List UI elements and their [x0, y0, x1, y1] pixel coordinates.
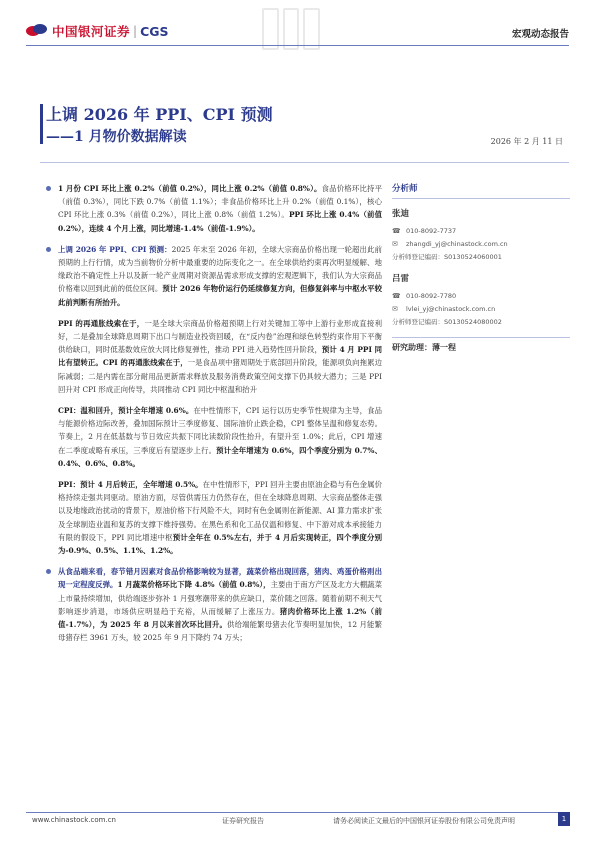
- report-type: 宏观动态报告: [511, 29, 569, 40]
- paragraph-ppi: [58, 478, 382, 557]
- registration-code: S0130524060001: [444, 253, 502, 261]
- paragraph-reflation: [58, 317, 382, 396]
- paragraph-forecast: [58, 243, 382, 309]
- analyst-registration: [392, 316, 570, 329]
- logo-cgs: CGS: [140, 23, 169, 39]
- page-header: [0, 0, 595, 60]
- page-number: 1: [558, 812, 570, 826]
- logo-text: 中国银河证券: [52, 24, 131, 39]
- text-bold: 猪肉价格环比上涨 1.2%（前值-1.7%），为 2025 年 8 月以来首次环比回升。: [58, 606, 382, 630]
- email-icon: ✉: [392, 240, 398, 248]
- analyst-card: [392, 272, 570, 329]
- text-bold: PPI 的再通胀线索在于，: [58, 318, 145, 328]
- email-address[interactable]: zhangdi_yj@chinastock.com.cn: [406, 240, 508, 248]
- text-bold: 预计 4 月 PPI 同比有望转正。CPI 的再通胀线索在于，: [58, 345, 382, 368]
- report-subtitle: ——1 月物价数据解读: [46, 129, 187, 145]
- paragraph-summary: [58, 182, 382, 235]
- analyst-name: 吕雷: [392, 274, 410, 284]
- analyst-phone: [392, 290, 570, 303]
- logo-separator: |: [133, 24, 138, 38]
- text-bold: PPI：预计 4 月后转正，全年增速 0.5%。: [58, 480, 203, 490]
- text: 主要由于南方产区及北方大棚蔬菜上市量持续增加，供给端逐步弥补 1 月强寒潮带来的供应缺口，菜价随之回落。随着前期不利天气影响逐步消退，市场供应明显趋于充裕，从而缓解了上涨压力。: [58, 580, 382, 616]
- analyst-name: 张迪: [392, 209, 410, 219]
- phone-number: 010-8092-7780: [406, 292, 457, 300]
- main-content: [58, 182, 382, 653]
- analyst-sidebar: [392, 182, 570, 353]
- registration-label: 分析师登记编码：: [392, 253, 444, 261]
- report-date: 2026 年 2 月 11 日: [490, 137, 563, 146]
- text-bold: PPI 环比上涨 0.4%（前值 0.2%），连续 4 个月上涨，同比增速-1.4%（前值-1.9%）。: [58, 210, 382, 233]
- text: 供给端能繁母猪去化节奏明显加快，12 月能繁母猪存栏 3961 万头，较 2025 年 9 月下降约 74 万头；: [58, 620, 382, 643]
- text-bold: 预计全年在 0.5%左右，并于 4 月后实现转正，四个季度分别为-0.9%、0.5%、1.1%、1.2%。: [58, 532, 383, 556]
- paragraph-food: [58, 565, 382, 644]
- registration-code: S0130524080002: [444, 318, 502, 326]
- text-lead: 上调 2026 年 PPI、CPI 预测：: [58, 244, 172, 254]
- research-assistant: 研究助理：薄一程: [392, 337, 570, 353]
- phone-icon: ☎: [392, 292, 401, 300]
- header-watermark-icon: [262, 8, 320, 50]
- analyst-email[interactable]: [392, 303, 570, 316]
- header-rule: [26, 45, 569, 46]
- footer-rule: [26, 812, 569, 813]
- analyst-registration: [392, 251, 570, 264]
- text-bold: 预计 2026 年物价运行仍延续修复方向，但修复斜率与中枢水平较此前判断有所抬升。: [58, 284, 382, 307]
- paragraph-cpi: [58, 404, 382, 470]
- logo-mark-icon: [26, 23, 48, 39]
- text: 一是食品项中猪周期处于底部回升阶段，能源项负向拖累边际减弱；二是内需在部分耐用品更新需求释放及服务消费政策空间支撑下仍具较大潜力；三是 PPI 回升对 CPI 形成正向传导，共同推动 CPI 同比中枢温和抬升: [58, 358, 382, 394]
- footer-disclaimer: 请务必阅读正文最后的中国银河证券股份有限公司免责声明: [333, 817, 515, 825]
- analyst-phone: [392, 225, 570, 238]
- text: 在中性情形下，CPI 运行以历史季节性规律为主导，食品与能源价格边际改善，叠加国际预计三季度修复、国际油价止跌企稳，CPI 整体呈温和修复态势。节奏上，2 月在低基数与节日效应共振下同比读数阶段性抬升，有望升至 1.0%；此后，CPI 增速在二季度或略有承压，三季度后有望逐步上行。: [58, 406, 382, 455]
- text: 食品价格环比持平（前值 0.3%），同比下跌 0.7%（前值 1.1%）；非食品价格环比上升 0.2%（前值 0.1%），核心 CPI 环比上涨 0.3%（前值 0.2%），同比上涨 0.8%（前值 1.2%）。: [58, 184, 382, 220]
- title-accent-bar: [40, 104, 43, 144]
- title-block: [46, 104, 273, 148]
- analyst-card: [392, 207, 570, 264]
- text-lead: 从食品端来看，春节错月因素对食品价格影响较为显著，蔬菜价格出现回落，猪肉、鸡蛋价格则出现一定程度反弹。: [58, 567, 382, 590]
- text-bold: 预计全年增速为 0.6%，四个季度分别为 0.7%、0.4%、0.6%、0.8%。: [58, 445, 382, 468]
- footer-website-link[interactable]: www.chinastock.com.cn: [32, 816, 116, 824]
- text: 2025 年末至 2026 年初，全球大宗商品价格出现一轮超出此前预期的上行行情，成为当前物价分析中最重要的边际变化之一。在全球供给约束再次明显缓解、地缘政治不确定性上升以及新一轮产业周期对资源品需求形成支撑的宏观逻辑下，我们认为大宗商品价格难以回到此前的低位区间。: [58, 244, 382, 294]
- report-title: 上调 2026 年 PPI、CPI 预测: [46, 105, 273, 124]
- text-bold: CPI：温和回升，预计全年增速 0.6%。: [58, 406, 194, 416]
- phone-number: 010-8092-7737: [406, 227, 457, 235]
- company-logo: [26, 22, 169, 40]
- analyst-email[interactable]: [392, 238, 570, 251]
- text-bold: 1 月蔬菜价格环比下降 4.8%（前值 0.8%），: [117, 580, 271, 590]
- registration-label: 分析师登记编码：: [392, 318, 444, 326]
- phone-icon: ☎: [392, 227, 401, 235]
- text-bold: 1 月份 CPI 环比上涨 0.2%（前值 0.2%），同比上涨 0.2%（前值 0.8%）。: [58, 184, 322, 193]
- title-rule: [40, 162, 569, 163]
- email-icon: ✉: [392, 305, 398, 313]
- email-address[interactable]: lvlei_yj@chinastock.com.cn: [406, 305, 496, 313]
- text: 在中性情形下，PPI 回升主要由原油企稳与有色金属价格持续走强共同驱动。原油方面，尽管供需压力仍然存在，但在全球降息周期、大宗商品整体走强以及地缘政治扰动的背景下，原油价格下行风险不大，同时有色金属则在新能源、AI 算力需求扩张及全球制造业温和复苏的支撑下维持强势。在黑色系和化工品仅温和修复、中下游对成本承接能力有限的假设下，PPI 同比增速中枢: [58, 480, 382, 542]
- text: 一是全球大宗商品价格超预期上行对关键加工等中上游行业形成直接利好，二是叠加全球降息周期下出口与制造业投资回暖，在“反内卷”治理和绿色转型约束作用下平衡供给缺口，同时低基数效应放大同比修复弹性，推动 PPI 进入趋势性回升阶段，: [58, 318, 382, 355]
- footer-label: 证券研究报告: [222, 817, 264, 825]
- sidebar-title: 分析师: [392, 182, 570, 199]
